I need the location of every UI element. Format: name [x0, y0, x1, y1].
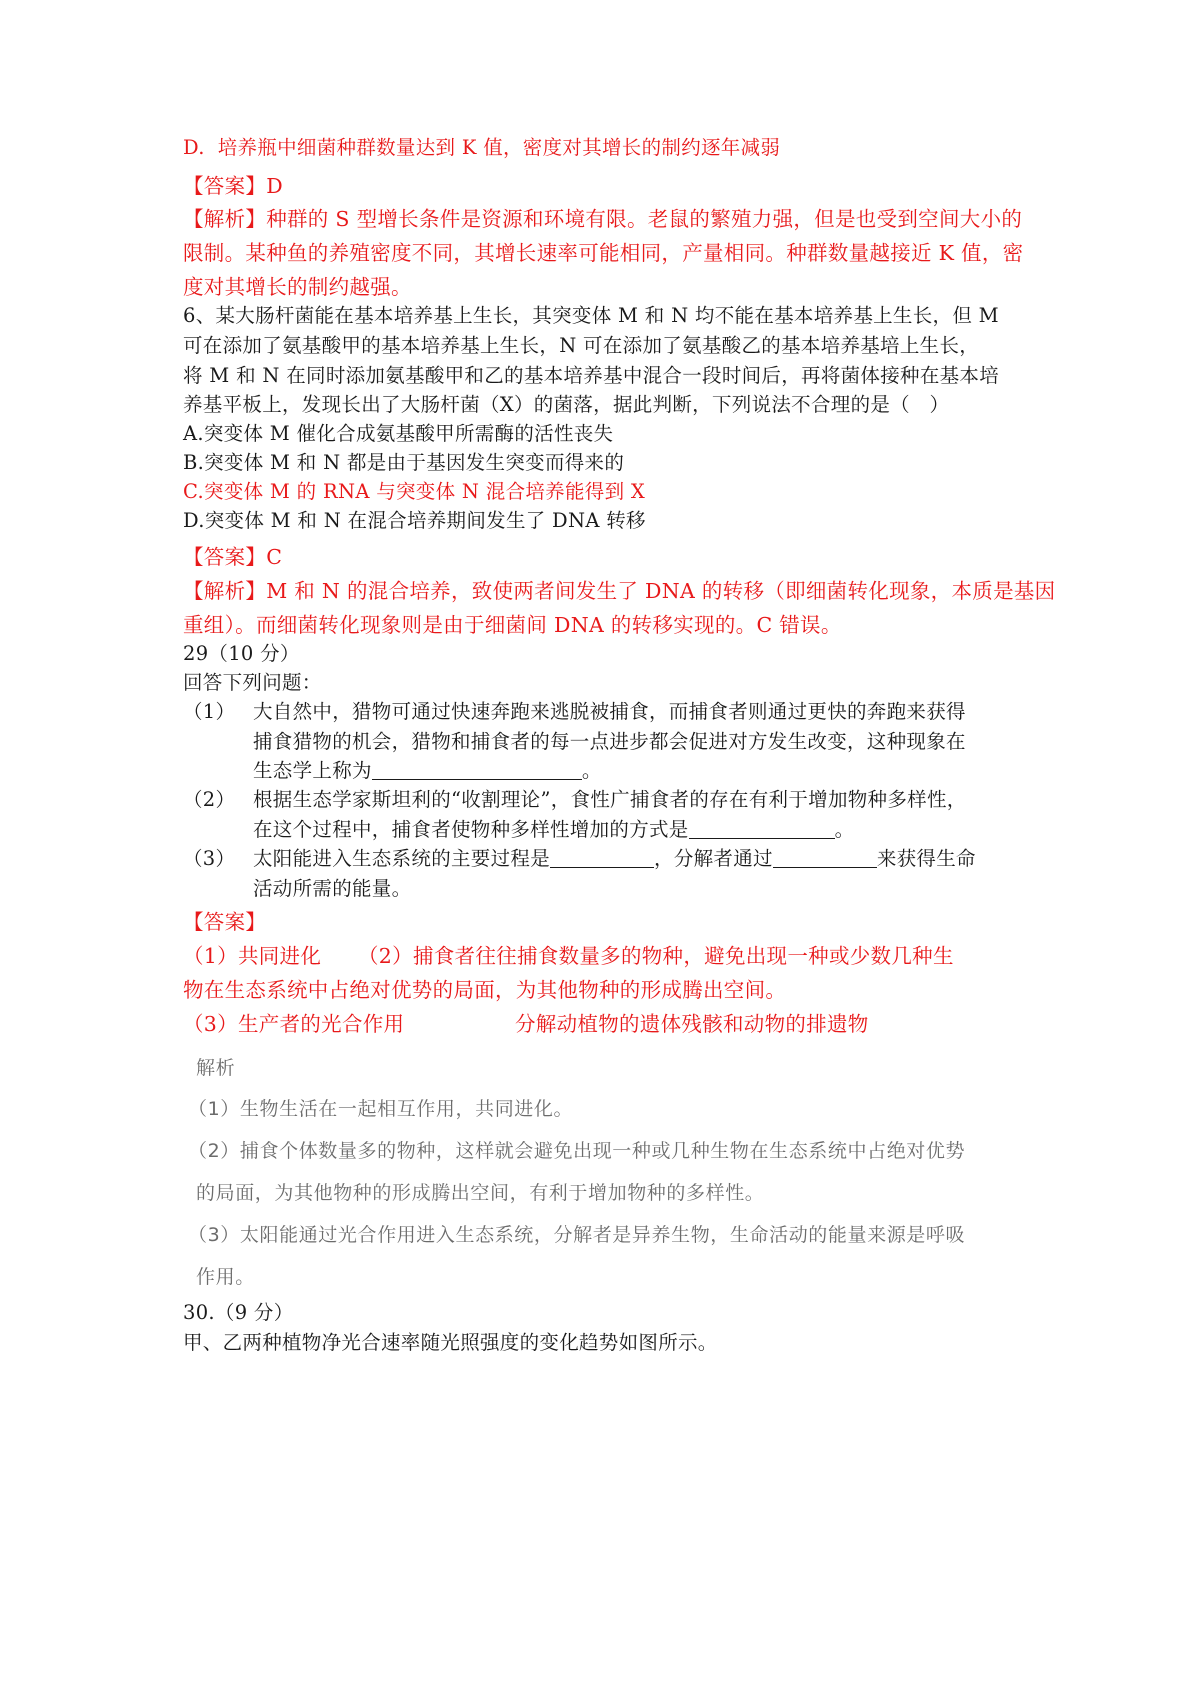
q6-answer: 【答案】C: [183, 545, 283, 569]
q29-answer-label: 【答案】: [183, 910, 267, 934]
q5-option-d: D. 培养瓶中细菌种群数量达到 K 值，密度对其增长的制约逐年减弱: [183, 136, 781, 159]
q29-item-3-text-c: 来获得生命: [876, 847, 976, 870]
q29-analysis-line: （1）生物生活在一起相互作用，共同进化。: [188, 1098, 574, 1120]
q29-analysis-line: （2）捕食个体数量多的物种，这样就会避免出现一种或几种生物在生态系统中占绝对优势: [188, 1140, 966, 1162]
q5-analysis-line: 【解析】种群的 S 型增长条件是资源和环境有限。老鼠的繁殖力强，但是也受到空间大小的: [183, 207, 1023, 231]
q29-answer-3b: 分解动植物的遗体残骸和动物的排遗物: [515, 1012, 869, 1036]
q29-item-1-line: 大自然中，猎物可通过快速奔跑来逃脱被捕食，而捕食者则通过更快的奔跑来获得: [253, 700, 966, 723]
q29-item-2-line: 根据生态学家斯坦利的“收割理论”，食性广捕食者的存在有利于增加物种多样性，: [253, 788, 967, 811]
q29-item-3-text-b: ，分解者通过: [654, 847, 773, 870]
q29-item-1-number: （1）: [183, 700, 236, 723]
q29-analysis-line: 作用。: [196, 1266, 255, 1288]
q29-answer-1: （1）共同进化: [183, 944, 322, 968]
q6-stem-line: 养基平板上，发现长出了大肠杆菌（X）的菌落，据此判断，下列说法不合理的是（ ）: [183, 393, 950, 416]
q6-stem-line: 将 M 和 N 在同时添加氨基酸甲和乙的基本培养基中混合一段时间后，再将菌体接种在基本培: [183, 364, 1000, 387]
q6-option-a: A.突变体 M 催化合成氨基酸甲所需酶的活性丧失: [183, 422, 614, 445]
q29-answer-line: [183, 1011, 869, 1037]
q29-answer-3a: （3）生产者的光合作用: [183, 1012, 405, 1036]
q29-intro: 回答下列问题：: [183, 671, 322, 694]
q29-answer-line: 物在生态系统中占绝对优势的局面，为其他物种的形成腾出空间。: [183, 978, 787, 1002]
q6-option-c: C.突变体 M 的 RNA 与突变体 N 混合培养能得到 X: [183, 480, 646, 503]
q5-analysis-line: 限制。某种鱼的养殖密度不同，其增长速率可能相同，产量相同。种群数量越接近 K 值，密: [183, 241, 1024, 265]
q29-header: 29（10 分）: [183, 642, 300, 665]
answer-blank[interactable]: [372, 761, 582, 780]
q29-item-2-tail-text: 在这个过程中，捕食者使物种多样性增加的方式是: [253, 818, 689, 841]
answer-blank[interactable]: [550, 849, 654, 868]
answer-blank[interactable]: [773, 849, 877, 868]
q30-header: 30.（9 分）: [183, 1301, 294, 1324]
q5-analysis-line: 度对其增长的制约越强。: [183, 275, 412, 299]
q29-item-3-line: 活动所需的能量。: [253, 877, 412, 900]
q29-item-3: [183, 846, 976, 872]
q29-item-1-tail-text: 生态学上称为: [253, 759, 372, 782]
q29-item-2-tail-end: 。: [834, 818, 855, 841]
q29-answer-2: （2）捕食者往往捕食数量多的物种，避免出现一种或少数几种生: [358, 944, 954, 968]
q6-option-d: D.突变体 M 和 N 在混合培养期间发生了 DNA 转移: [183, 509, 646, 532]
q29-analysis-label: 解析: [196, 1057, 236, 1079]
q6-stem-line: 6、某大肠杆菌能在基本培养基上生长，其突变体 M 和 N 均不能在基本培养基上生长，但 M: [183, 304, 999, 327]
q6-analysis-line: 【解析】M 和 N 的混合培养，致使两者间发生了 DNA 的转移（即细菌转化现象，本质是基因: [183, 579, 1056, 603]
q29-item-2: [183, 787, 967, 813]
q29-item-2-number: （2）: [183, 788, 236, 811]
q6-analysis-line: 重组）。而细菌转化现象则是由于细菌间 DNA 的转移实现的。C 错误。: [183, 613, 842, 637]
q6-option-b: B.突变体 M 和 N 都是由于基因发生突变而得来的: [183, 451, 625, 474]
q29-item-1-tail: [253, 758, 602, 784]
q29-analysis-line: （3）太阳能通过光合作用进入生态系统，分解者是异养生物，生命活动的能量来源是呼吸: [188, 1224, 966, 1246]
q6-stem-line: 可在添加了氨基酸甲的基本培养基上生长，N 可在添加了氨基酸乙的基本培养基培上生长，: [183, 334, 980, 357]
q29-item-3-number: （3）: [183, 847, 236, 870]
q30-stem: 甲、乙两种植物净光合速率随光照强度的变化趋势如图所示。: [183, 1331, 718, 1354]
q29-item-1-tail-end: 。: [581, 759, 602, 782]
q29-item-2-tail: [253, 817, 854, 843]
q29-analysis-line: 的局面，为其他物种的形成腾出空间，有利于增加物种的多样性。: [196, 1182, 765, 1204]
answer-blank[interactable]: [689, 820, 835, 839]
q29-answer-line: [183, 943, 954, 969]
q29-item-1: [183, 699, 966, 725]
q29-item-3-line: [253, 846, 976, 872]
q29-item-3-text-a: 太阳能进入生态系统的主要过程是: [253, 847, 551, 870]
q29-item-1-line: 捕食猎物的机会，猎物和捕食者的每一点进步都会促进对方发生改变，这种现象在: [253, 730, 966, 753]
q5-answer: 【答案】D: [183, 174, 283, 198]
